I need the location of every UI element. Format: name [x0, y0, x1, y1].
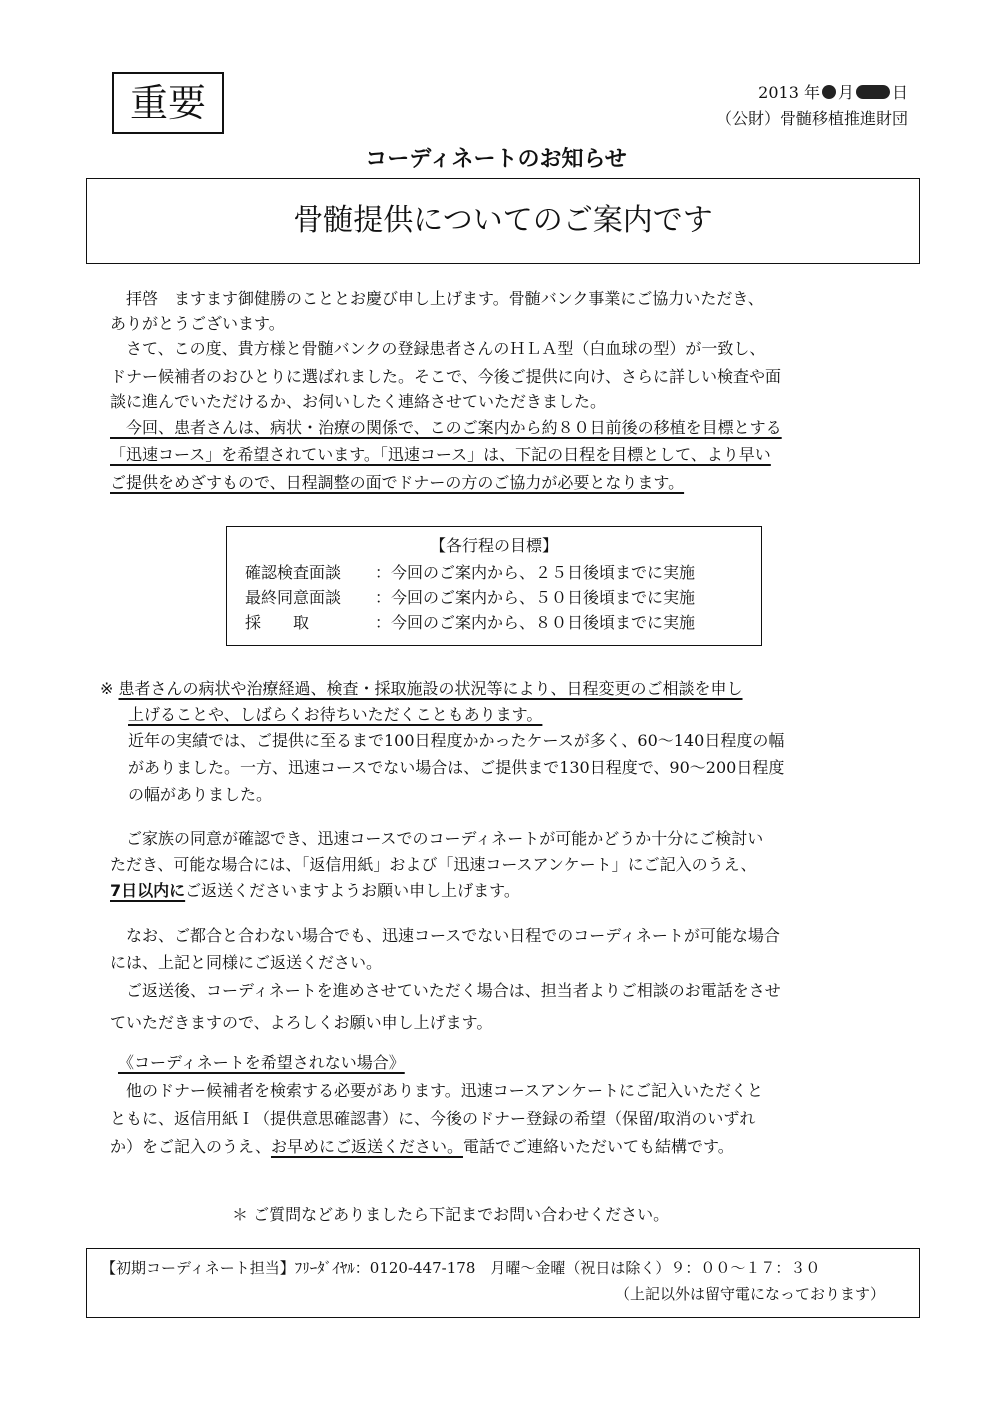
rapid-text-1: 今回、患者さんは、病状・治療の関係で、このご案内から約８０日前後の移植を目標とする — [110, 418, 782, 437]
request-text-3: ご返送くださいますようお願い申し上げます。 — [185, 881, 520, 900]
intro-line-2: ありがとうございます。 — [110, 314, 285, 333]
decline-text-3b: お早めにご返送ください。 — [270, 1137, 463, 1156]
alternative-line-3: ご返送後、コーディネートを進めさせていただく場合は、担当者よりご相談のお電話をさせ — [110, 981, 781, 1000]
schedule-box — [226, 526, 762, 646]
rapid-text-3: ご提供をめざすもので、日程調整の面でドナーの方のご協力が必要となります。 — [110, 473, 685, 492]
caution-line-2 — [128, 702, 918, 727]
notice-title: コーディネートのお知らせ — [365, 147, 627, 172]
important-badge: 重要 — [112, 72, 224, 134]
schedule-row — [245, 560, 695, 583]
reply-deadline: 7日以内に — [110, 881, 186, 900]
decline-text-3c: 電話でご連絡いただいても結構です。 — [462, 1137, 734, 1156]
decline-line-1: 他のドナー候補者を検索する必要があります。迅速コースアンケートにご記入いただくと — [110, 1081, 763, 1100]
intro-line-3: さて、この度、貴方様と骨髄バンクの登録患者さんのＨＬＡ型（白血球の型）が一致し、 — [110, 339, 766, 358]
schedule-text: ：今回のご案内から、２５日後頃までに実施 — [375, 563, 696, 582]
caution-text-2: 上げることや、しばらくお待ちいただくこともあります。 — [128, 705, 543, 724]
contact-note: （上記以外は留守電になっております） — [614, 1285, 885, 1303]
contact-phone-line: 【初期コーディネート担当】ﾌﾘｰﾀﾞｲﾔﾙ：0120-447-178 月曜～金曜（祝日は除く）９：００～１７：３０ — [101, 1259, 821, 1277]
decline-heading-text: 《コーディネートを希望されない場合》 — [118, 1053, 405, 1072]
intro-line-4: ドナー候補者のおひとりに選ばれました。そこで、今後ご提供に向け、さらに詳しい検査や面 — [110, 367, 782, 386]
date-year: 2013 年 — [758, 83, 820, 102]
decline-text-3a: か）をご記入のうえ、 — [110, 1137, 271, 1156]
schedule-label: 採 取 — [245, 613, 310, 632]
request-line-1: ご家族の同意が確認でき、迅速コースでのコーディネートが可能かどうか十分にご検討い — [110, 829, 764, 848]
decline-line-3 — [110, 1134, 900, 1159]
inquiry-note: ＊ ご質問などありましたら下記までお問い合わせください。 — [232, 1205, 670, 1224]
redacted-month — [822, 85, 836, 99]
alternative-line-4: ていただきますので、よろしくお願い申し上げます。 — [110, 1013, 493, 1032]
request-line-3 — [110, 878, 900, 903]
intro-line-1: 拝啓 ますます御健勝のこととお慶び申し上げます。骨髄バンク事業にご協力いただき、 — [110, 289, 764, 308]
request-line-2: ただき、可能な場合には、「返信用紙」および「迅速コースアンケート」にご記入のうえ、 — [110, 855, 757, 874]
caution-line-3: 近年の実績では、ご提供に至るまで100日程度かかったケースが多く、60～140日程度の幅 — [128, 731, 785, 750]
schedule-row — [245, 610, 695, 633]
caution-line-5: の幅がありました。 — [128, 785, 273, 804]
rapid-line-2 — [110, 442, 900, 467]
date-month: 月 — [837, 83, 854, 102]
schedule-text: ：今回のご案内から、８０日後頃までに実施 — [375, 613, 696, 632]
intro-line-5: 談に進んでいただけるか、お伺いしたく連絡させていただきました。 — [110, 392, 607, 411]
main-title: 骨髄提供についてのご案内です — [86, 178, 920, 264]
alternative-line-1: なお、ご都合と合わない場合でも、迅速コースでない日程でのコーディネートが可能な場合 — [110, 926, 780, 945]
decline-line-2: ともに、返信用紙Ｉ（提供意思確認書）に、今後のドナー登録の希望（保留/取消のいずれ — [110, 1109, 756, 1128]
rapid-text-2: 「迅速コース」を希望されています。「迅速コース」は、下記の日程を目標として、より早い — [110, 445, 771, 464]
schedule-heading: 【各行程の目標】 — [429, 536, 558, 555]
rapid-line-1 — [110, 415, 900, 440]
schedule-row — [245, 585, 695, 608]
schedule-label: 最終同意面談 — [245, 588, 342, 607]
redacted-day — [856, 85, 890, 99]
caution-line-4: がありました。一方、迅速コースでない場合は、ご提供まで130日程度で、90～200日程度 — [128, 758, 785, 777]
rapid-line-3 — [110, 470, 900, 495]
schedule-label: 確認検査面談 — [245, 563, 342, 582]
caution-mark: ※ — [100, 679, 114, 698]
caution-line-1 — [100, 676, 890, 701]
organization-name: （公財）骨髄移植推進財団 — [715, 109, 908, 128]
date-day: 日 — [891, 83, 908, 102]
alternative-line-2: には、上記と同様にご返送ください。 — [110, 953, 383, 972]
contact-box — [86, 1248, 920, 1318]
issue-date — [758, 80, 908, 103]
caution-text-1: 患者さんの病状や治療経過、検査・採取施設の状況等により、日程変更のご相談を申し — [118, 679, 743, 698]
decline-heading — [118, 1050, 908, 1075]
schedule-text: ：今回のご案内から、５０日後頃までに実施 — [375, 588, 696, 607]
